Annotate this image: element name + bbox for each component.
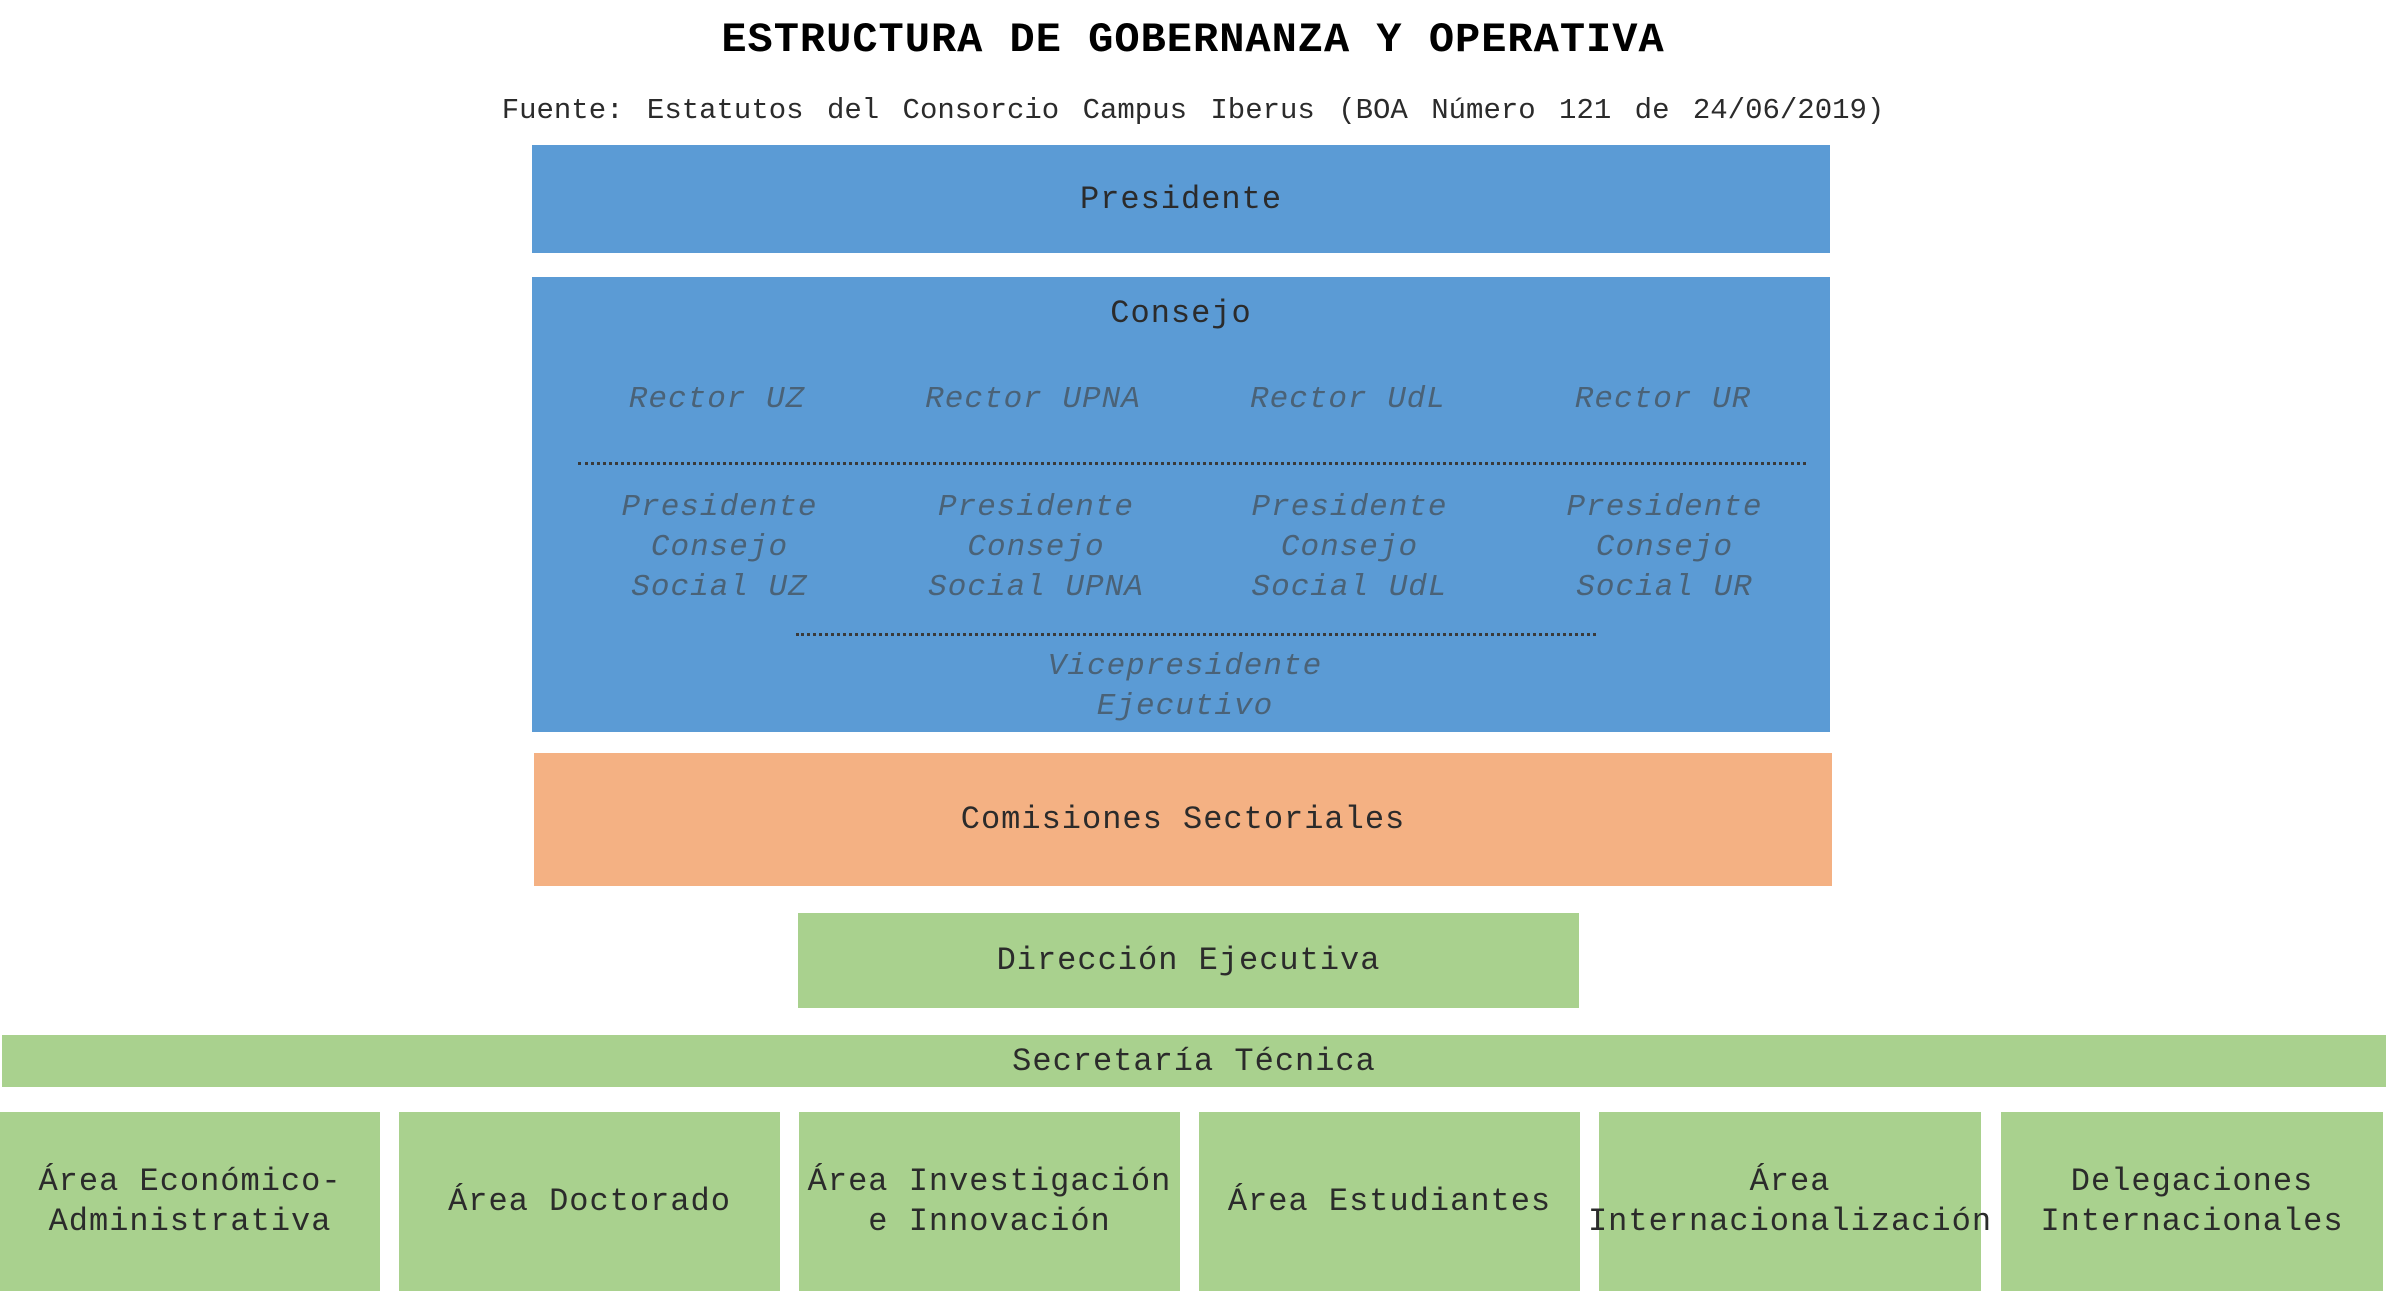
presidente-consejo-social-ur: Presidente Consejo Social UR bbox=[1566, 490, 1763, 605]
comisiones-sectoriales-box: Comisiones Sectoriales bbox=[534, 753, 1832, 886]
area-economico-administrativa-box: Área Económico-Administrativa bbox=[0, 1112, 380, 1291]
presidente-consejo-social-udl: Presidente Consejo Social UdL bbox=[1251, 490, 1448, 605]
chart-title: ESTRUCTURA DE GOBERNANZA Y OPERATIVA bbox=[721, 16, 1665, 64]
delegaciones-internacionales-box: Delegaciones Internacionales bbox=[2001, 1112, 2383, 1291]
consejo-divider-upper bbox=[578, 462, 1806, 465]
presidente-consejo-social-uz: Presidente Consejo Social UZ bbox=[621, 490, 818, 605]
direccion-ejecutiva-box: Dirección Ejecutiva bbox=[798, 913, 1579, 1008]
secretaria-tecnica-box: Secretaría Técnica bbox=[2, 1035, 2386, 1087]
rector-uz: Rector UZ bbox=[628, 382, 806, 417]
consejo-title: Consejo bbox=[1110, 294, 1252, 332]
presidente-consejo-social-upna: Presidente Consejo Social UPNA bbox=[928, 490, 1144, 605]
vicepresidente-ejecutivo: Vicepresidente Ejecutivo bbox=[1047, 649, 1323, 724]
source-note: Fuente: Estatutos del Consorcio Campus Iberus (BOA Número 121 de 24/06/2019) bbox=[501, 93, 1885, 127]
rector-udl: Rector UdL bbox=[1249, 382, 1447, 417]
rector-upna: Rector UPNA bbox=[925, 382, 1141, 417]
area-estudiantes-box: Área Estudiantes bbox=[1199, 1112, 1580, 1291]
presidente-box: Presidente bbox=[532, 145, 1830, 253]
area-internacionalizacion-box: Área Internacionalización bbox=[1599, 1112, 1981, 1291]
area-doctorado-box: Área Doctorado bbox=[399, 1112, 780, 1291]
rector-ur: Rector UR bbox=[1574, 382, 1752, 417]
area-investigacion-innovacion-box: Área Investigación e Innovación bbox=[799, 1112, 1180, 1291]
consejo-divider-lower bbox=[796, 633, 1596, 636]
